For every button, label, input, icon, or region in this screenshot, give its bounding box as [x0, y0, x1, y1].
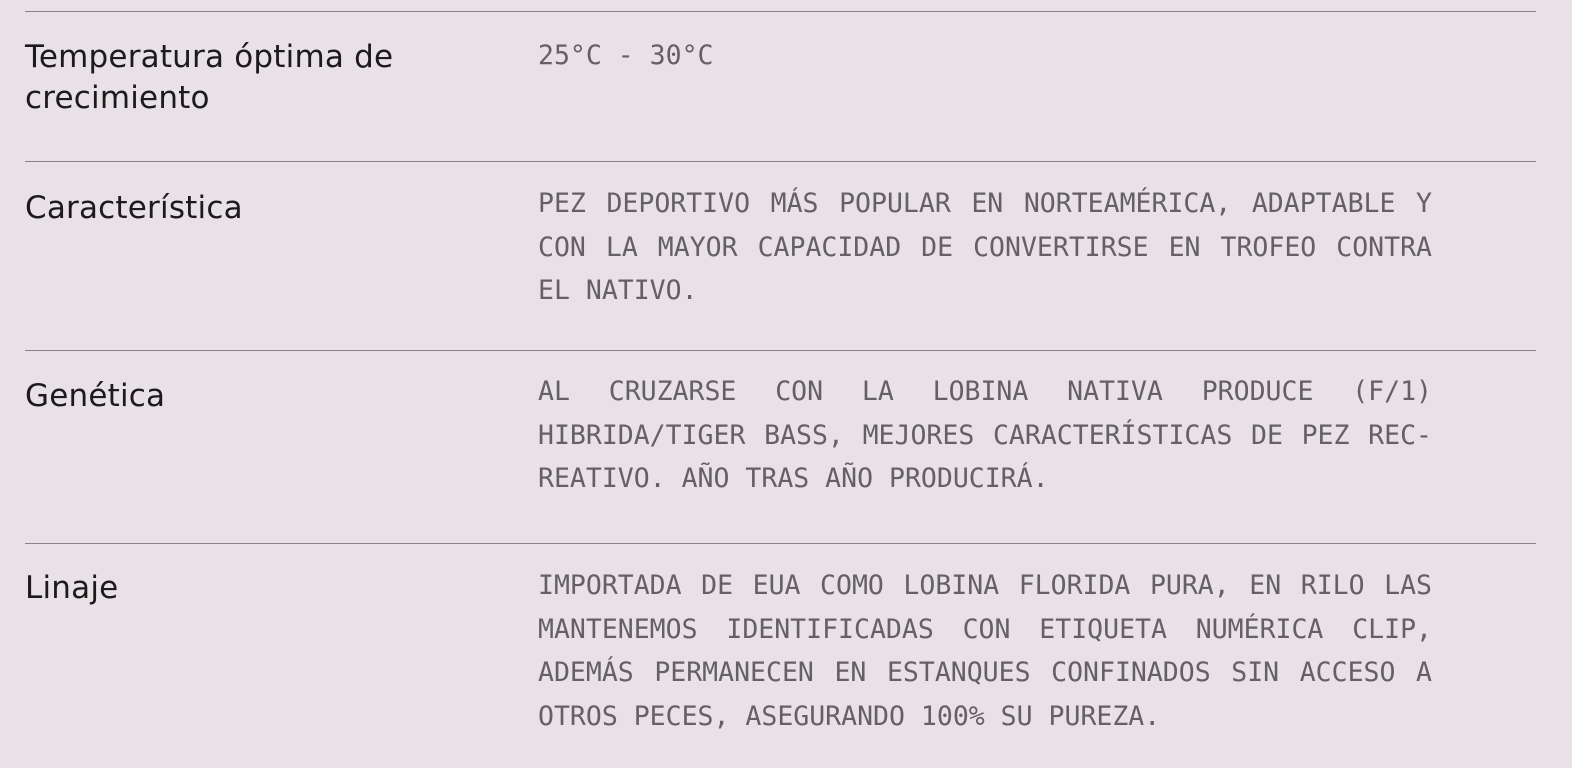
spec-value-temperature: 25°C - 30°C	[538, 40, 714, 71]
spec-row-temperature	[25, 11, 1536, 161]
spec-label-temperature: Temperatura óptima de crecimiento	[25, 39, 394, 116]
spec-row-genetics	[25, 350, 1536, 543]
spec-row-lineage	[25, 543, 1536, 767]
spec-row-characteristic	[25, 161, 1536, 350]
spec-value-lineage: IMPORTADA DE EUA COMO LOBINA FLORIDA PURA, EN RILO LAS MANTENEMOS IDENTIFICADAS CON ETIQUETA NUMÉRICA CLIP, ADEMÁS PERMANECEN EN ESTANQUES CONFINADOS SIN ACCESO A OTROS PECES, ASEGURANDO 100% SU PUREZA.	[538, 570, 1432, 732]
spec-label-lineage: Linaje	[25, 570, 119, 606]
spec-label-genetics: Genética	[25, 378, 166, 414]
spec-value-characteristic: PEZ DEPORTIVO MÁS POPULAR EN NORTEAMÉRICA, ADAPTABLE Y CON LA MAYOR CAPACIDAD DE CONVERTIRSE EN TROFEO CONTRA EL NATIVO.	[538, 188, 1432, 306]
spec-value-genetics: AL CRUZARSE CON LA LOBINA NATIVA PRODUCE (F/1) HIBRIDA/TIGER BASS, MEJORES CARACTERÍSTICAS DE PEZ REC-REATIVO. AÑO TRAS AÑO PRODUCIRÁ.	[538, 376, 1432, 494]
spec-table	[25, 11, 1536, 767]
spec-label-characteristic: Característica	[25, 190, 243, 226]
